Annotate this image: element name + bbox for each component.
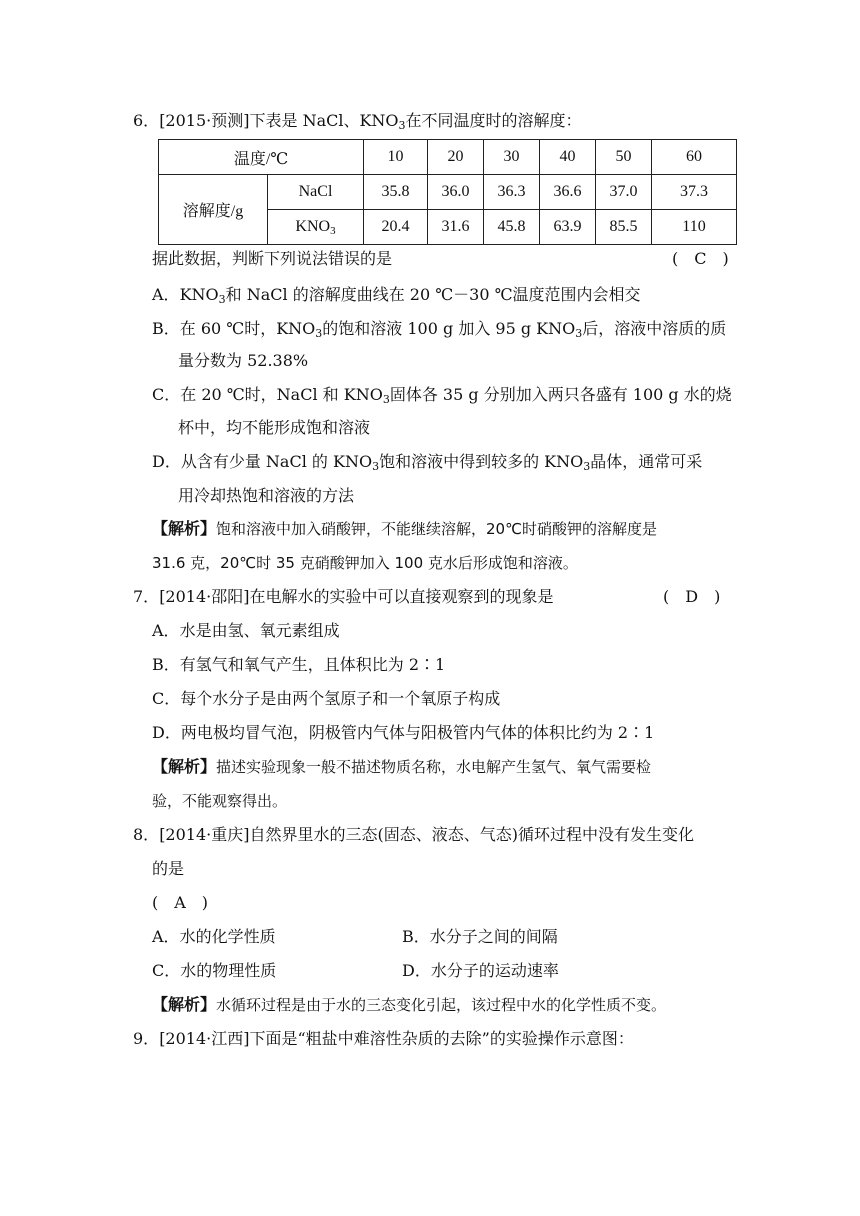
option-label: A． (152, 285, 180, 304)
option-label: A． (152, 621, 180, 640)
substance-name: NaCl (298, 183, 333, 200)
q7-stem-text: 在电解水的实验中可以直接观察到的现象是 (249, 587, 554, 606)
q7-number: 7． (133, 587, 160, 606)
option-label: D． (152, 452, 181, 471)
option-text: 固体各 35 g 分别加入两只各盛有 100 g 水的烧 (389, 385, 732, 404)
temp-cell: 10 (364, 140, 428, 175)
value-cell: 36.3 (484, 175, 540, 210)
q8-analysis (152, 994, 666, 1016)
option-text: 饱和溶液中得到较多的 KNO (379, 452, 584, 471)
q6-option-c (152, 384, 732, 406)
option-label: C． (152, 961, 181, 980)
option-text: KNO (179, 285, 219, 304)
value-cell: 20.4 (364, 210, 428, 245)
substance-cell (268, 175, 364, 210)
option-text: 水的化学性质 (179, 927, 276, 946)
q6-question-line: 据此数据，判断下列说法错误的是 (152, 249, 393, 268)
option-sub: 3 (218, 293, 226, 306)
solubility-table (158, 139, 737, 245)
analysis-text: 描述实验现象一般不描述物质名称，水电解产生氢气、氧气需要检 (216, 758, 652, 776)
option-label: D． (402, 961, 431, 980)
option-text: 有氢气和氧气产生，且体积比为 2∶1 (179, 655, 446, 674)
q7-answer: ( D ) (663, 587, 721, 606)
q9-number: 9． (133, 1029, 160, 1048)
option-text: 水的物理性质 (180, 961, 277, 980)
option-text: 从含有少量 NaCl 的 KNO (180, 452, 373, 471)
q6-option-a (152, 284, 641, 306)
option-label: B． (152, 319, 180, 338)
option-label: C． (152, 385, 181, 404)
q6-answer: ( C ) (672, 249, 729, 268)
option-text: 每个水分子是由两个氢原子和一个氧原子构成 (180, 689, 501, 708)
q7-stem (133, 586, 554, 608)
q6-source: [2015·预测] (159, 111, 250, 130)
temp-cell: 20 (428, 140, 484, 175)
q8-option-c (152, 960, 276, 982)
q6-option-d (152, 451, 702, 473)
analysis-tag: 【解析】 (152, 519, 217, 538)
value-cell: 31.6 (428, 210, 484, 245)
q7-option-b (152, 654, 445, 676)
option-sub: 3 (315, 327, 323, 340)
temp-cell: 40 (540, 140, 596, 175)
option-sub: 3 (575, 327, 583, 340)
q8-source: [2014·重庆] (159, 825, 250, 844)
value-cell: 36.0 (428, 175, 484, 210)
value-cell: 110 (652, 210, 737, 245)
q8-option-b (402, 926, 558, 948)
option-text: 后，溶液中溶质的质 (582, 319, 727, 338)
q7-analysis (152, 756, 651, 778)
table-row (159, 175, 737, 210)
q6-option-b (152, 318, 726, 340)
q8-option-a (152, 926, 276, 948)
option-label: B． (152, 655, 180, 674)
substance-sub: 3 (330, 225, 336, 237)
substance-name: KNO (295, 218, 331, 235)
q8-stem (133, 824, 694, 846)
q9-stem-text: 下面是“粗盐中难溶性杂质的去除”的实验操作示意图： (249, 1029, 634, 1048)
q7-analysis-cont: 验，不能观察得出。 (152, 792, 288, 810)
option-text: 水分子之间的间隔 (429, 927, 558, 946)
option-text: 的饱和溶液 100 g 加入 95 g KNO (322, 319, 576, 338)
analysis-tag: 【解析】 (152, 995, 217, 1014)
q7-source: [2014·邵阳] (159, 587, 250, 606)
option-label: A． (152, 927, 180, 946)
option-text: 和 NaCl 的溶解度曲线在 20 ℃－30 ℃温度范围内会相交 (225, 285, 641, 304)
value-cell: 36.6 (540, 175, 596, 210)
q7-option-d (152, 722, 654, 744)
option-sub: 3 (372, 460, 380, 473)
q6-stem-text-a: 下表是 NaCl、KNO (249, 111, 399, 130)
q6-stem-sub: 3 (398, 119, 406, 132)
q6-analysis (152, 518, 657, 540)
option-text: 水是由氢、氧元素组成 (179, 621, 340, 640)
temp-header-cell: 温度/℃ (159, 140, 364, 175)
q9-source: [2014·江西] (159, 1029, 250, 1048)
option-label: C． (152, 689, 181, 708)
q6-option-b-cont: 量分数为 52.38% (178, 351, 309, 370)
analysis-text: 水循环过程是由于水的三态变化引起，该过程中水的化学性质不变。 (216, 996, 667, 1014)
q6-stem-text-b: 在不同温度时的溶解度： (405, 111, 582, 130)
substance-cell (268, 210, 364, 245)
analysis-tag: 【解析】 (152, 757, 217, 776)
q8-option-d (402, 960, 559, 982)
q7-option-a (152, 620, 340, 642)
option-sub: 3 (583, 460, 591, 473)
value-cell: 85.5 (596, 210, 652, 245)
q9-stem (133, 1028, 634, 1050)
q7-option-c (152, 688, 500, 710)
q8-number: 8． (133, 825, 160, 844)
temp-cell: 50 (596, 140, 652, 175)
value-cell: 37.3 (652, 175, 737, 210)
q6-number: 6． (133, 111, 160, 130)
value-cell: 35.8 (364, 175, 428, 210)
q6-option-c-cont: 杯中，均不能形成饱和溶液 (178, 418, 371, 437)
table-row (159, 140, 737, 175)
q6-analysis-cont: 31.6 克，20℃时 35 克硝酸钾加入 100 克水后形成饱和溶液。 (152, 554, 578, 572)
value-cell: 37.0 (596, 175, 652, 210)
solubility-label-cell: 溶解度/g (159, 175, 268, 245)
value-cell: 45.8 (484, 210, 540, 245)
q8-stem-text: 自然界里水的三态(固态、液态、气态)循环过程中没有发生变化 (249, 825, 694, 844)
value-cell: 63.9 (540, 210, 596, 245)
option-text: 晶体，通常可采 (590, 452, 703, 471)
option-sub: 3 (382, 393, 390, 406)
temp-cell: 60 (652, 140, 737, 175)
q6-stem (133, 110, 582, 132)
option-text: 水分子的运动速率 (430, 961, 559, 980)
analysis-text: 饱和溶液中加入硝酸钾，不能继续溶解，20℃时硝酸钾的溶解度是 (216, 520, 657, 538)
option-text: 两电极均冒气泡，阴极管内气体与阳极管内气体的体积比约为 2∶1 (180, 723, 655, 742)
temp-cell: 30 (484, 140, 540, 175)
q8-stem-cont: 的是 (152, 859, 185, 878)
q8-answer: ( A ) (152, 893, 209, 912)
option-text: 在 20 ℃时，NaCl 和 KNO (180, 385, 383, 404)
option-label: D． (152, 723, 181, 742)
option-label: B． (402, 927, 430, 946)
option-text: 在 60 ℃时，KNO (179, 319, 316, 338)
q6-option-d-cont: 用冷却热饱和溶液的方法 (178, 486, 355, 505)
